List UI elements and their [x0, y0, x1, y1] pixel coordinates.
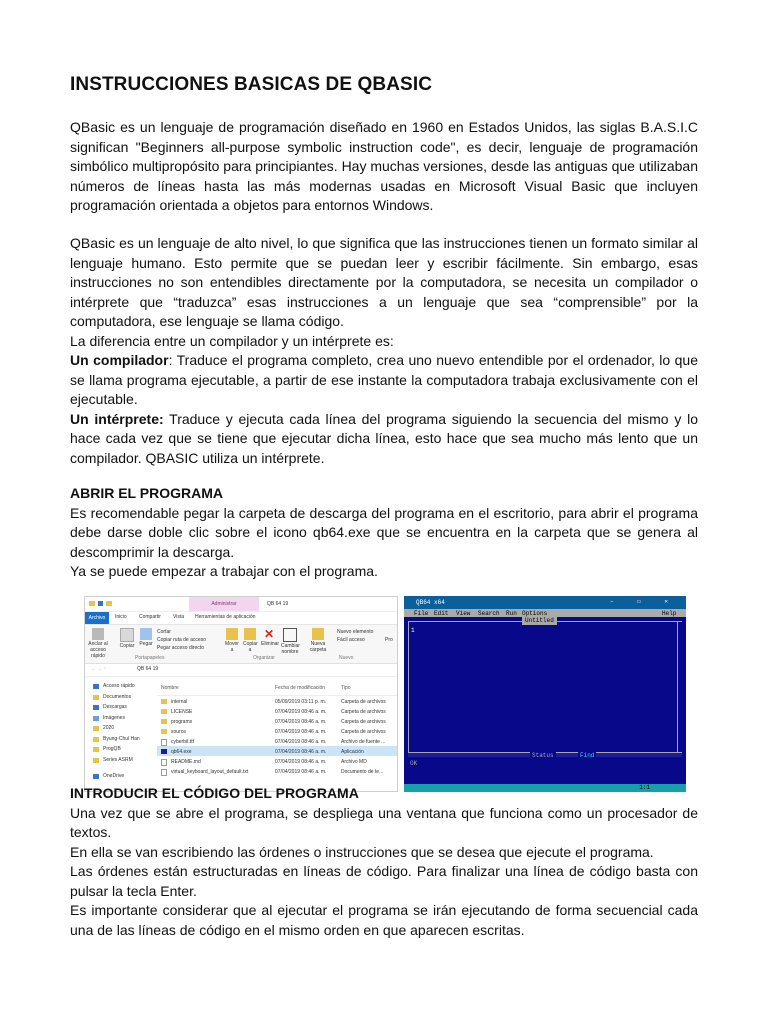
file-name: README.md	[171, 758, 201, 765]
nav-item-2020	[85, 723, 155, 734]
cursor-position: 1:1	[639, 784, 650, 791]
properties-icon	[98, 601, 103, 606]
file-type: Carpeta de archivos	[341, 718, 386, 725]
copy-to-icon	[244, 628, 256, 640]
abrir-text-2: Ya se puede empezar a trabajar con el programa.	[70, 563, 378, 579]
file-row	[157, 766, 397, 776]
introducir-section	[70, 784, 698, 940]
new-folder-icon	[106, 601, 112, 606]
folder-icon	[93, 758, 99, 763]
file-name: LICENSE	[171, 708, 193, 715]
nav-item-documentos	[85, 692, 155, 703]
pin-button	[87, 628, 109, 659]
address-bar	[85, 664, 397, 677]
paste-shortcut-label: Pegar acceso directo	[157, 645, 204, 651]
nav-item-onedrive	[85, 771, 155, 782]
introducir-heading: INTRODUCIR EL CÓDIGO DEL PROGRAMA	[70, 785, 359, 801]
page-title: INSTRUCCIONES BASICAS DE QBASIC	[70, 74, 433, 95]
nav-item-acceso-rapido	[85, 681, 155, 692]
folder-icon	[161, 729, 167, 734]
nav-label: Series ASRM	[103, 756, 133, 763]
delete-label: Eliminar	[261, 641, 280, 647]
interprete-def: Traduce y ejecuta cada línea del programa siguiendo la secuencia del mismo y lo hace cada vez que se tiene que ejecutar dicha línea, esto hace que sea mucho más lento que un compilador. QBASIC utiliza un intérprete.	[70, 410, 698, 466]
copy-to-button	[243, 628, 257, 653]
intro-paragraph-1	[70, 118, 698, 216]
file-row	[157, 736, 397, 746]
file-type: Carpeta de archivos	[341, 728, 386, 735]
delete-button	[261, 627, 280, 647]
file-type: Carpeta de archivos	[341, 698, 386, 705]
explorer-window-title: QB 64 19	[267, 601, 289, 607]
tab-archivo: Archivo	[85, 612, 109, 624]
file-row	[157, 706, 397, 716]
col-header-date: Fecha de modificación	[275, 685, 326, 691]
file-date: 07/04/2019 08:46 a. m.	[275, 768, 327, 775]
copy-path-label: Copiar ruta de acceso	[157, 637, 206, 643]
abrir-text-1: Es recomendable pegar la carpeta de descarga del programa en el escritorio, para abrir el programa debe darse doble clic sobre el icono qb64.exe que se encuentra en la carpeta que se genera al descomprimir la descarga.	[70, 504, 698, 560]
nav-arrows-icon: ← → ↑	[91, 666, 107, 672]
file-date: 07/04/2019 08:46 a. m.	[275, 758, 327, 765]
file-list-header	[157, 681, 397, 696]
explorer-screenshot	[84, 596, 398, 792]
introducir-line-3: Las órdenes están estructuradas en líneas de código. Para finalizar una línea de código basta con pulsar la tecla Enter.	[70, 863, 698, 899]
group-portapapeles: Portapapeles	[135, 655, 165, 661]
new-folder-label: Nueva carpeta	[309, 641, 327, 653]
qb64-screenshot	[404, 596, 686, 792]
menu-run: Run	[506, 610, 517, 617]
abrir-heading: ABRIR EL PROGRAMA	[70, 485, 223, 501]
editor-cursor-line: 1	[411, 627, 415, 634]
status-panel-label: Status	[532, 752, 554, 759]
nav-label: Acceso rápido	[103, 683, 135, 689]
nav-item-imagenes	[85, 713, 155, 724]
col-header-name: Nombre	[161, 685, 179, 691]
folder-icon	[161, 699, 167, 704]
rename-label: Cambiar nombre	[281, 643, 300, 655]
folder-icon	[89, 601, 95, 606]
folder-new-icon	[312, 628, 324, 640]
easy-access-label: Fácil acceso	[337, 637, 365, 643]
code-editor-area	[408, 622, 678, 752]
file-date: 05/09/2019 03:11 p. m.	[275, 698, 327, 705]
file-type: Carpeta de archivos	[341, 708, 386, 715]
explorer-file-list	[157, 681, 397, 791]
paste-button	[139, 628, 153, 647]
file-date: 07/04/2019 08:46 a. m.	[275, 728, 327, 735]
file-type: Aplicación	[341, 748, 364, 755]
file-date: 07/04/2019 08:46 a. m.	[275, 748, 327, 755]
explorer-tabs	[85, 612, 397, 624]
download-icon	[93, 705, 99, 710]
menu-file: File	[414, 610, 429, 617]
copy-icon	[120, 628, 134, 642]
file-row	[157, 726, 397, 736]
tab-vista: Vista	[173, 614, 185, 620]
nav-label: Imágenes	[103, 714, 125, 721]
menu-edit: Edit	[434, 610, 449, 617]
qb64-titlebar	[404, 596, 686, 609]
star-icon	[93, 684, 99, 689]
nav-label: Documentos	[103, 693, 132, 700]
intro-text-2: QBasic es un lenguaje de alto nivel, lo que significa que las instrucciones tienen un formato similar al lenguaje humano. Esto permite que se puedan leer y escribir fácilmente. Sin embargo, esas instrucciones no son entendibles directamente por la computadora, se necesita un compilador o intérprete que “traduzca” esas instrucciones a un lenguaje que sea “comprensible” por la computadora, ese lenguaje se llama código.	[70, 235, 698, 329]
intro-paragraph-2	[70, 234, 698, 468]
abrir-section	[70, 484, 698, 582]
context-tab-administrar: Administrar	[189, 597, 259, 611]
group-organizar: Organizar	[253, 655, 275, 661]
compilador-term: Un compilador	[70, 352, 169, 368]
folder-icon	[93, 737, 99, 742]
file-type: Archivo MD	[341, 758, 367, 765]
interprete-term: Un intérprete:	[70, 410, 164, 427]
folder-icon	[93, 726, 99, 731]
nav-item-descargas	[85, 702, 155, 713]
folder-icon	[93, 747, 99, 752]
menu-view: View	[456, 610, 471, 617]
file-row	[157, 696, 397, 706]
nav-label: Byung-Chul Han	[103, 735, 140, 742]
interprete-definition	[70, 410, 698, 469]
file-row-selected	[157, 746, 397, 756]
compilador-def: : Traduce el programa completo, crea uno nuevo entendible por el ordenador, lo que se llama programa ejecutable, a partir de ese instante la computadora trabaja exclusivamente con el ejecutable.	[70, 352, 698, 407]
diff-intro-text: La diferencia entre un compilador y un intérprete es:	[70, 332, 394, 349]
tab-inicio: Inicio	[115, 614, 127, 620]
address-path: QB 64 19	[137, 666, 159, 672]
image-icon	[93, 716, 99, 721]
file-name: source	[171, 728, 187, 735]
text-file-icon	[161, 769, 167, 776]
compilador-definition	[70, 351, 698, 410]
move-label: Mover a	[225, 641, 239, 653]
menu-help: Help	[662, 610, 677, 617]
new-folder-button	[309, 628, 327, 653]
introducir-line-1: Una vez que se abre el programa, se despliega una ventana que funciona como un procesador de textos.	[70, 804, 698, 840]
file-name: programs	[171, 718, 193, 725]
text-file-icon	[161, 759, 167, 766]
explorer-titlebar	[85, 597, 397, 612]
pin-label: Anclar al acceso rápido	[88, 641, 108, 659]
copy-to-label: Copiar a	[243, 641, 258, 653]
file-date: 07/04/2019 08:46 a. m.	[275, 708, 327, 715]
paste-label: Pegar	[139, 641, 153, 647]
folder-icon	[161, 709, 167, 714]
qb64-menubar	[404, 609, 686, 617]
properties-label: Pro	[385, 637, 393, 643]
file-name: qb64.exe	[171, 748, 192, 755]
explorer-nav-pane	[85, 681, 155, 791]
copy-label: Copiar	[119, 643, 135, 649]
rename-button	[281, 628, 299, 655]
folder-icon	[161, 719, 167, 724]
tab-compartir: Compartir	[139, 614, 161, 620]
nav-item-byung-chul-han	[85, 734, 155, 745]
file-date: 07/04/2019 08:46 a. m.	[275, 738, 327, 745]
introducir-line-4: Es importante considerar que al ejecutar el programa se irán ejecutando de forma secuencial cada una de las líneas de código en el mismo orden en que aparecen escritas.	[70, 902, 698, 938]
nav-label: ProgQB	[103, 746, 121, 752]
file-date: 07/04/2019 08:46 a. m.	[275, 718, 327, 725]
menu-options: Options	[522, 610, 548, 617]
group-nuevo: Nuevo	[339, 655, 354, 661]
file-row	[157, 716, 397, 726]
find-label: Find	[580, 752, 595, 759]
editor-doc-title: Untitled	[522, 617, 557, 625]
font-file-icon	[161, 739, 167, 746]
nav-label: OneDrive	[103, 773, 125, 779]
file-row	[157, 756, 397, 766]
move-icon	[226, 628, 238, 640]
file-name: virtual_keyboard_layout_default.txt	[171, 768, 249, 775]
introducir-line-2: En ella se van escribiendo las órdenes o instrucciones que se desea que ejecute el programa.	[70, 843, 654, 860]
pin-icon	[92, 628, 104, 640]
window-controls-icon: – ☐ ✕	[609, 598, 678, 605]
nav-item-series-asrm	[85, 755, 155, 766]
delete-icon: ✕	[263, 627, 275, 641]
intro-text-1: QBasic es un lenguaje de programación diseñado en 1960 en Estados Unidos, las siglas B.A.S.I.C significan "Beginners all-purpose symbolic instruction code", es decir, lenguaje de programación simbólico multipropósito para principiantes. Hay muchas versiones, desde las antiguas que utilizaban números de líneas hasta las más modernas usadas en Microsoft Visual Basic que incluyen programación orientada a objetos para entornos Windows.	[70, 119, 699, 213]
col-header-type: Tipo	[341, 685, 351, 691]
paste-icon	[140, 628, 152, 640]
new-item-label: Nuevo elemento	[337, 629, 374, 635]
nav-label: 2020	[103, 725, 115, 731]
status-message: OK	[410, 760, 418, 767]
document-icon	[93, 695, 99, 700]
rename-icon	[283, 628, 297, 642]
tab-herramientas: Herramientas de aplicación	[195, 614, 256, 620]
qb64-window-title: QB64 x64	[416, 599, 445, 606]
qb64-app-icon	[161, 749, 167, 754]
move-to-button	[225, 628, 239, 653]
copy-button	[119, 628, 135, 649]
cut-label: Cortar	[157, 629, 171, 635]
file-name: internal	[171, 698, 188, 705]
file-name: cyberbit.ttf	[171, 738, 195, 745]
nav-item-progqb	[85, 744, 155, 755]
file-type: Documento de te...	[341, 768, 384, 775]
file-type: Archivo de fuente ...	[341, 738, 386, 745]
explorer-ribbon	[85, 624, 397, 664]
cloud-icon	[93, 774, 99, 779]
menu-search: Search	[478, 610, 500, 617]
nav-label: Descargas	[103, 704, 127, 710]
